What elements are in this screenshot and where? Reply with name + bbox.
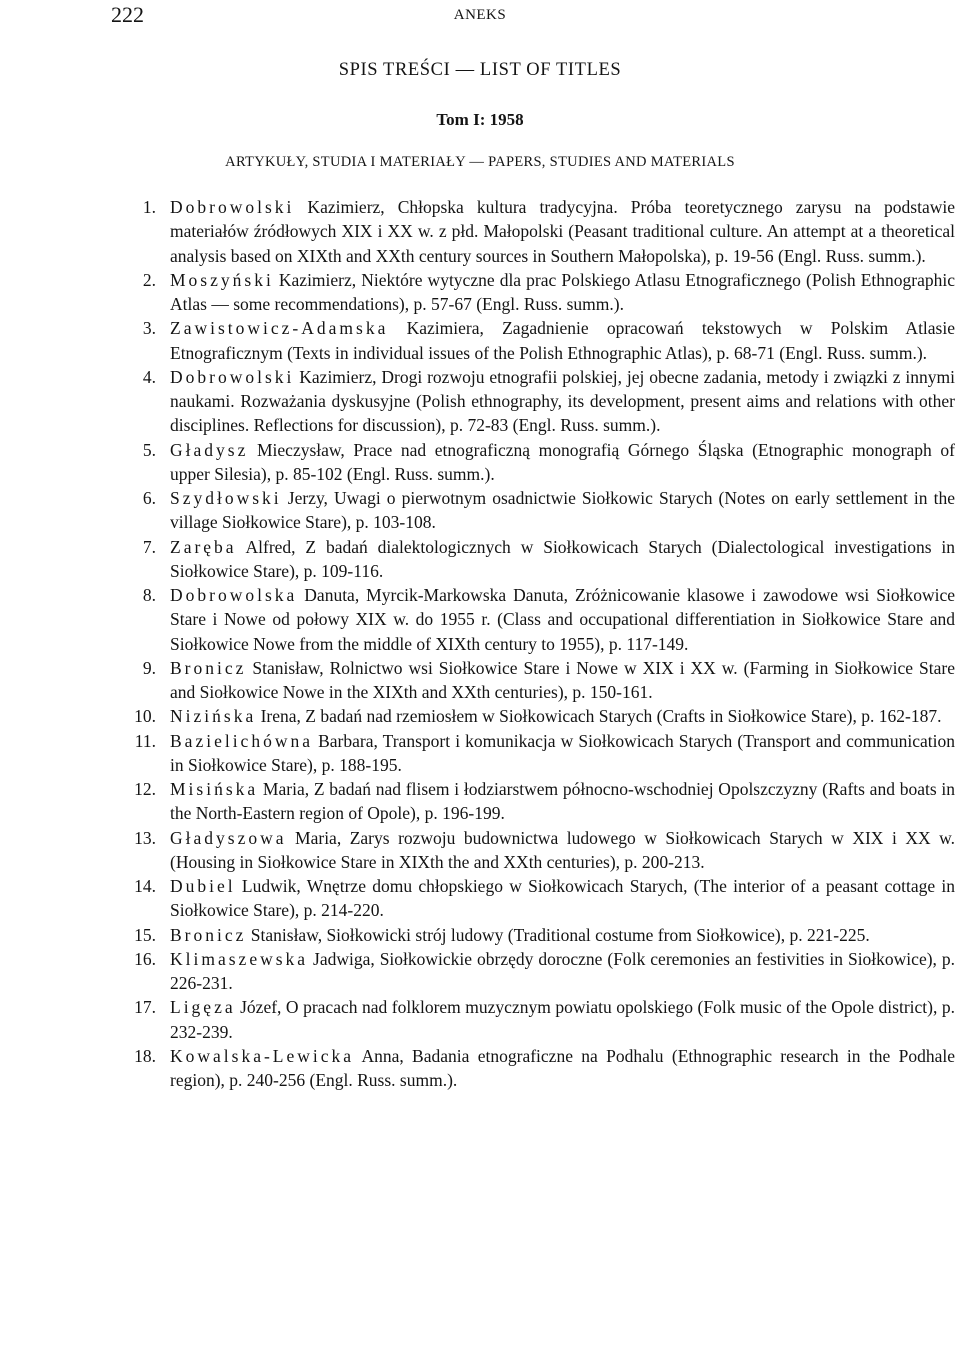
entry-text: Barbara, Transport i komunikacja w Siołkowicach Starych (Transport and communication in Siołkowice Stare), p. 188-195. xyxy=(170,730,955,775)
page-number: 222 xyxy=(111,2,144,27)
entries-list xyxy=(120,195,955,1092)
list-item xyxy=(120,316,955,365)
entry-author: Zaręba xyxy=(170,536,237,557)
entry-author: Dubiel xyxy=(170,876,236,896)
entry-number: 7. xyxy=(142,536,156,557)
entry-number: 13. xyxy=(134,827,156,848)
list-item xyxy=(120,535,955,584)
entry-author: Gładyszowa xyxy=(170,827,287,848)
entry-number: 4. xyxy=(142,366,156,387)
entry-number: 1. xyxy=(142,197,156,217)
section-heading: ARTYKUŁY, STUDIA I MATERIAŁY — PAPERS, STUDIES AND MATERIALS xyxy=(225,154,735,170)
entry-author: Zawistowicz-Adamska xyxy=(170,318,389,339)
entry-number: 11. xyxy=(134,730,156,751)
entry-author: Nizińska xyxy=(170,706,257,727)
entry-author: Klimaszewska xyxy=(170,948,309,969)
entry-text: Maria, Z badań nad flisem i łodziarstwem północno-wschodniej Opolszczyzny (Rafts and boats in the North-Eastern region of Opole), p. 196-199. xyxy=(170,779,955,824)
entry-author: Bronicz xyxy=(170,657,247,678)
list-item xyxy=(120,365,955,438)
list-item xyxy=(120,826,955,875)
list-item xyxy=(120,874,955,923)
entry-text: Anna, Badania etnograficzne na Podhalu (Ethnographic research in the Podhale region), p. 240-256 (Engl. Russ. summ.). xyxy=(170,1045,955,1090)
list-item xyxy=(120,923,955,947)
list-item xyxy=(120,704,955,728)
entry-author: Dobrowolska xyxy=(170,585,298,605)
entry-number: 15. xyxy=(134,924,156,945)
entry-text: Stanisław, Rolnictwo wsi Siołkowice Stare i Nowe w XIX i XX w. (Farming in Siołkowice Stare and Siołkowice Nowe in the XIXth and XXth centuries), p. 150-161. xyxy=(170,657,955,702)
entry-number: 5. xyxy=(142,439,156,460)
entry-author: Szydłowski xyxy=(170,488,282,508)
entry-text: Ludwik, Wnętrze domu chłopskiego w Siołkowicach Starych, (The interior of a peasant cottage in Siołkowice Stare), p. 214-220. xyxy=(170,876,955,921)
entry-text: Jadwiga, Siołkowickie obrzędy doroczne (Folk ceremonies an festivities in Siołkowice), p. 226-231. xyxy=(170,948,955,993)
entry-text: Stanisław, Siołkowicki strój ludowy (Traditional costume from Siołkowice), p. 221-225. xyxy=(246,924,870,945)
entry-number: 18. xyxy=(134,1045,156,1066)
entry-author: Kowalska-Lewicka xyxy=(170,1045,355,1066)
entry-author: Moszyński xyxy=(170,269,274,290)
entry-text: Kazimierz, Niektóre wytyczne dla prac Polskiego Atlasu Etnograficznego (Polish Ethnographic Atlas — some recommendations), p. 57-67 (Engl. Russ. summ.). xyxy=(170,269,955,314)
entry-number: 2. xyxy=(142,269,156,290)
entry-author: Misińska xyxy=(170,779,259,799)
entry-text: Kazimierz, Drogi rozwoju etnografii polskiej, jej obecne zadania, metody i związki z innymi naukami. Rozważania dyskusyjne (Polish ethnography, its development, present aims and relations with other disciplines. Reflections for discussion), p. 72-83 (Engl. Russ. summ.). xyxy=(170,366,955,436)
entry-number: 9. xyxy=(142,657,156,678)
entry-number: 3. xyxy=(142,318,156,339)
entry-text: Jerzy, Uwagi o pierwotnym osadnictwie Siołkowic Starych (Notes on early settlement in the village Siołkowice Stare), p. 103-108. xyxy=(170,488,955,533)
entry-number: 17. xyxy=(134,997,156,1018)
list-item xyxy=(120,438,955,487)
list-item xyxy=(120,583,955,656)
document-title: SPIS TREŚCI — LIST OF TITLES xyxy=(338,60,622,80)
entry-text: Danuta, Myrcik-Markowska Danuta, Zróżnicowanie klasowe i zawodowe wsi Siołkowice Stare i Nowe od połowy XIX w. do 1955 r. (Class and occupational differentiation in Siołkowice Stare and Siołkowice Nowe from the middle of XIXth century to 1955), p. 117-149. xyxy=(170,585,955,654)
entry-text: Maria, Zarys rozwoju budownictwa ludowego w Siołkowicach Starych w XIX i XX w. (Housing in Siołkowice Stare in XIXth the and XXth centuries), p. 200-213. xyxy=(170,827,955,872)
entry-text: Kazimiera, Zagadnienie opracowań tekstowych w Polskim Atlasie Etnograficznym (Texts in individual issues of the Polish Ethnographic Atlas), p. 68-71 (Engl. Russ. summ.). xyxy=(170,318,955,363)
entry-number: 14. xyxy=(134,876,156,896)
entry-author: Bazielichówna xyxy=(170,730,313,751)
list-item xyxy=(120,777,955,826)
entry-author: Dobrowolski xyxy=(170,366,295,387)
entry-author: Ligęza xyxy=(170,997,236,1018)
list-item xyxy=(120,995,955,1044)
list-item xyxy=(120,947,955,996)
list-item xyxy=(120,729,955,778)
volume-heading: Tom I: 1958 xyxy=(436,110,524,129)
entry-author: Dobrowolski xyxy=(170,197,295,217)
entry-number: 6. xyxy=(142,488,156,508)
entry-number: 16. xyxy=(134,948,156,969)
running-head: ANEKS xyxy=(453,7,507,23)
entry-author: Gładysz xyxy=(170,439,249,460)
entry-text: Irena, Z badań nad rzemiosłem w Siołkowicach Starych (Crafts in Siołkowice Stare), p. 162-187. xyxy=(256,706,942,727)
list-item xyxy=(120,195,955,268)
list-item xyxy=(120,656,955,705)
entry-number: 12. xyxy=(134,779,156,799)
entry-author: Bronicz xyxy=(170,924,247,945)
list-item xyxy=(120,268,955,317)
list-item xyxy=(120,486,955,535)
entry-text: Kazimierz, Chłopska kultura tradycyjna. Próba teoretycznego zarysu na podstawie materiałów źródłowych XIX i XX w. z płd. Małopolski (Peasant traditional culture. An attempt at a theoretical analysis based on XIXth and XXth century sources in Southern Małopolska), p. 19-56 (Engl. Russ. summ.). xyxy=(170,197,955,266)
entry-number: 10. xyxy=(134,706,156,727)
entry-text: Mieczysław, Prace nad etnograficzną monografią Górnego Śląska (Etnographic monograph of upper Silesia), p. 85-102 (Engl. Russ. summ.). xyxy=(170,439,955,484)
entry-text: Alfred, Z badań dialektologicznych w Siołkowicach Starych (Dialectological investigations in Siołkowice Stare), p. 109-116. xyxy=(170,536,955,581)
entry-number: 8. xyxy=(142,585,156,605)
list-item xyxy=(120,1044,955,1093)
entry-text: Józef, O pracach nad folklorem muzycznym powiatu opolskiego (Folk music of the Opole district), p. 232-239. xyxy=(170,997,955,1042)
